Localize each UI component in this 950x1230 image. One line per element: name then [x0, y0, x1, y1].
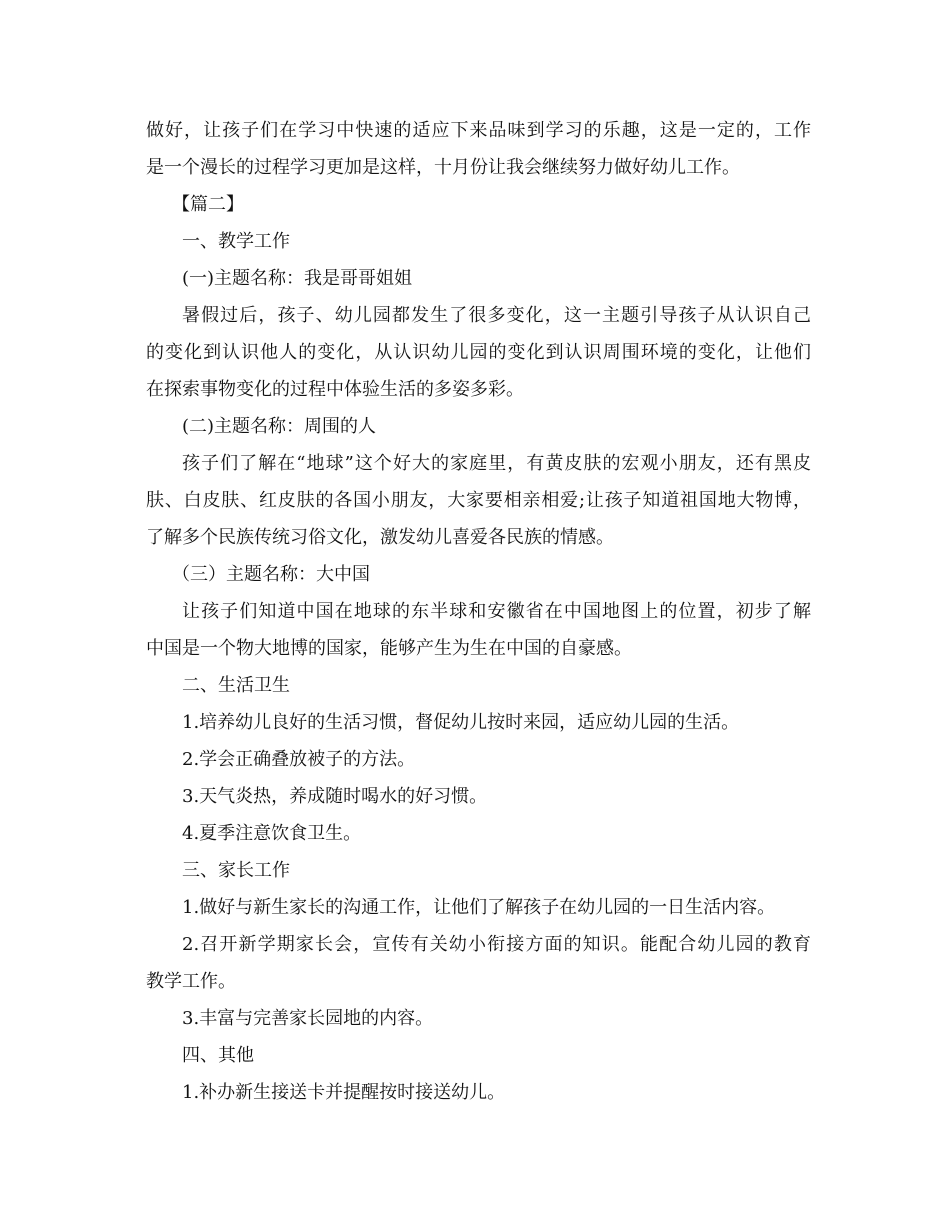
paragraph-line: 了解多个民族传统习俗文化，激发幼儿喜爱各民族的情感。 [146, 527, 614, 548]
subsection-heading: (一)主题名称：我是哥哥姐姐 [182, 268, 413, 289]
paragraph-line: 做好，让孩子们在学习中快速的适应下来品味到学习的乐趣，这是一定的，工作 [146, 120, 811, 141]
section-heading: 【篇二】 [172, 194, 244, 215]
paragraph-line: 肤、白皮肤、红皮肤的各国小朋友，大家要相亲相爱;让孩子知道祖国地大物博， [146, 490, 811, 511]
paragraph-line: 中国是一个物大地博的国家，能够产生为生在中国的自豪感。 [146, 638, 632, 659]
subsection-heading: （三）主题名称：大中国 [172, 564, 370, 585]
paragraph-line: 暑假过后，孩子、幼儿园都发生了很多变化，这一主题引导孩子从认识自己 [182, 305, 811, 326]
list-item: 3.天气炎热，养成随时喝水的好习惯。 [182, 786, 488, 807]
paragraph-line: 让孩子们知道中国在地球的东半球和安徽省在中国地图上的位置，初步了解 [182, 601, 811, 622]
list-item: 4.夏季注意饮食卫生。 [182, 823, 362, 844]
section-heading: 二、生活卫生 [182, 675, 290, 696]
list-item: 1.做好与新生家长的沟通工作，让他们了解孩子在幼儿园的一日生活内容。 [182, 897, 776, 918]
paragraph-line: 教学工作。 [146, 971, 236, 992]
section-heading: 三、家长工作 [182, 860, 290, 881]
paragraph-line: 孩子们了解在“地球”这个好大的家庭里，有黄皮肤的宏观小朋友，还有黑皮 [182, 453, 811, 474]
document-body [146, 112, 811, 1111]
subsection-heading: (二)主题名称：周围的人 [182, 416, 377, 437]
paragraph-line: 是一个漫长的过程学习更加是这样，十月份让我会继续努力做好幼儿工作。 [146, 157, 740, 178]
list-item: 1.培养幼儿良好的生活习惯，督促幼儿按时来园，适应幼儿园的生活。 [182, 712, 740, 733]
paragraph-line: 在探索事物变化的过程中体验生活的多姿多彩。 [146, 379, 524, 400]
section-heading: 一、教学工作 [182, 231, 290, 252]
paragraph-line: 的变化到认识他人的变化，从认识幼儿园的变化到认识周围环境的变化，让他们 [146, 342, 811, 363]
list-item: 2.召开新学期家长会，宣传有关幼小衔接方面的知识。能配合幼儿园的教育 [182, 934, 811, 955]
list-item: 1.补办新生接送卡并提醒按时接送幼儿。 [182, 1082, 506, 1103]
section-heading: 四、其他 [182, 1045, 254, 1066]
list-item: 2.学会正确叠放被子的方法。 [182, 749, 416, 770]
list-item: 3.丰富与完善家长园地的内容。 [182, 1008, 434, 1029]
